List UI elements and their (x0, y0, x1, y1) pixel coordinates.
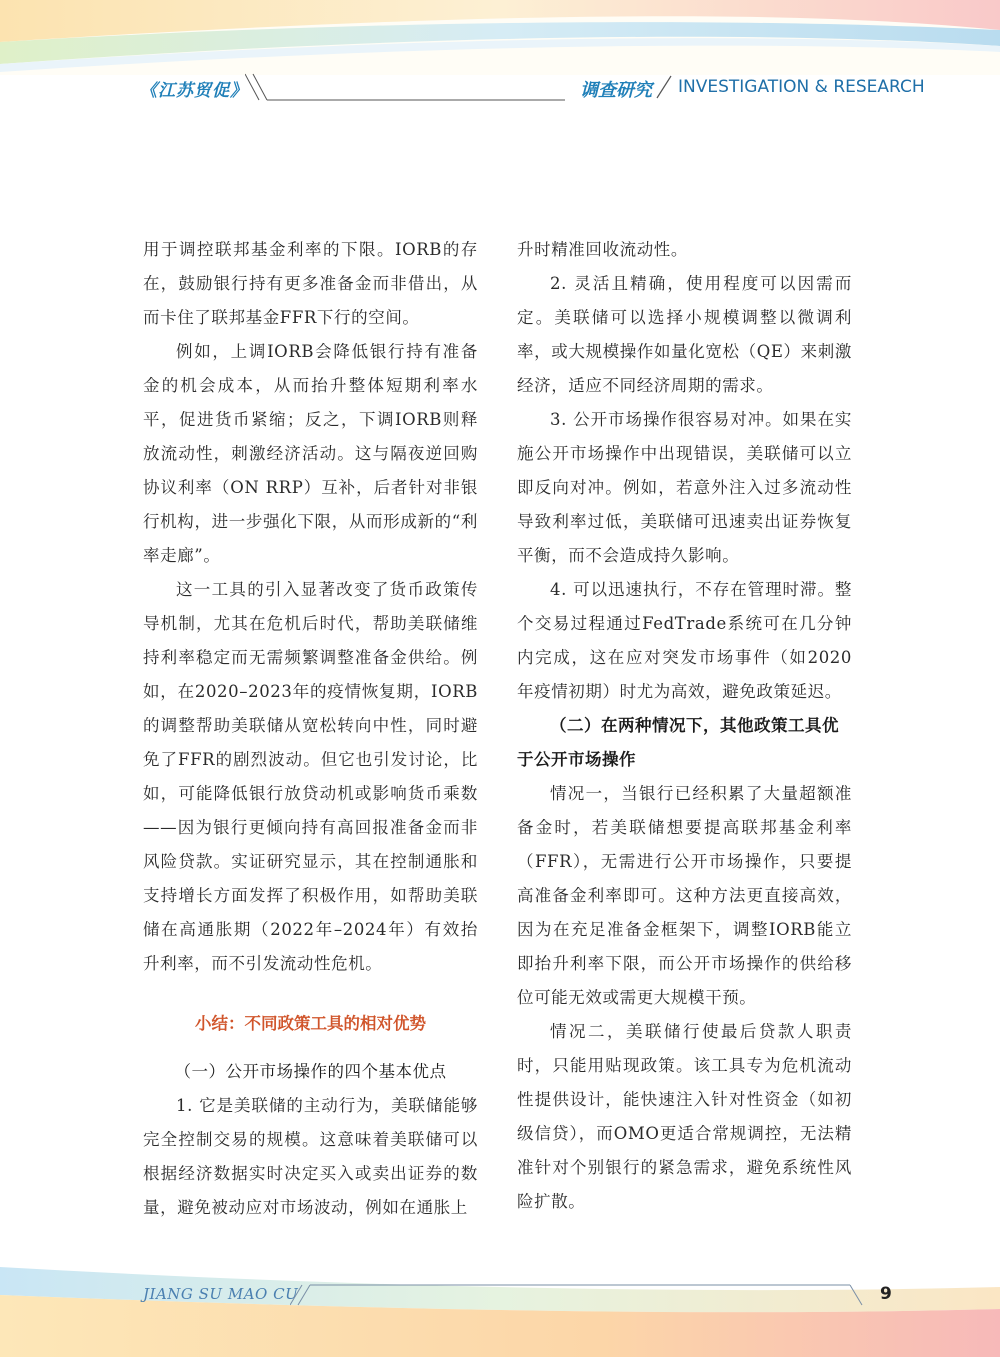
right-paragraph-2: 2. 灵活且精确，使用程度可以因需而定。美联储可以选择小规模调整以微调利率，或大规模操作如量化宽松（QE）来刺激经济，适应不同经济周期的需求。 (517, 274, 852, 395)
section-title-cn: 调查研究 (580, 80, 652, 101)
left-paragraph-4: 1. 它是美联储的主动行为，美联储能够完全控制交易的规模。这意味着美联储可以根据经济数据实时决定买入或卖出证券的数量，避免被动应对市场波动，例如在通胀上 (143, 1096, 478, 1217)
left-paragraph-2: 例如，上调IORB会降低银行持有准备金的机会成本，从而抬升整体短期利率水平，促进货币紧缩；反之，下调IORB则释放流动性，刺激经济活动。这与隔夜逆回购协议利率（ON RRP）互补，后者针对非银行机构，进一步强化下限，从而形成新的“利率走廊”。 (143, 342, 478, 565)
journal-name-en: JIANG SU MAO CU (143, 1285, 299, 1303)
left-paragraph-3: 这一工具的引入显著改变了货币政策传导机制，尤其在危机后时代，帮助美联储维持利率稳定而无需频繁调整准备金供给。例如，在2020–2023年的疫情恢复期，IORB的调整帮助美联储从宽松转向中性，同时避免了FFR的剧烈波动。但它也引发讨论，比如，可能降低银行放贷动机或影响货币乘数——因为银行更倾向持有高回报准备金而非风险贷款。实证研究显示，其在控制通胀和支持增长方面发挥了积极作用，如帮助美联储在高通胀期（2022年–2024年）有效抬升利率，而不引发流动性危机。 (143, 580, 478, 973)
summary-heading: 小结：不同政策工具的相对优势 (195, 1014, 426, 1033)
page-number: 9 (880, 1284, 892, 1304)
right-column (517, 233, 852, 1219)
left-column (143, 233, 478, 1225)
right-paragraph-4: 4. 可以迅速执行，不存在管理时滞。整个交易过程通过FedTrade系统可在几分钟内完成，这在应对突发市场事件（如2020年疫情初期）时尤为高效，避免政策延迟。 (517, 580, 852, 701)
top-decorative-swoosh (0, 0, 1000, 75)
section-title-en: INVESTIGATION & RESEARCH (678, 77, 925, 97)
header-separator (655, 75, 673, 99)
right-paragraph-3: 3. 公开市场操作很容易对冲。如果在实施公开市场操作中出现错误，美联储可以立即反向对冲。例如，若意外注入过多流动性导致利率过低，美联储可迅速卖出证券恢复平衡，而不会造成持久影响。 (517, 410, 852, 565)
sub-heading-1: （一）公开市场操作的四个基本优点 (174, 1062, 447, 1081)
right-paragraph-5: 情况一，当银行已经积累了大量超额准备金时，若美联储想要提高联邦基金利率（FFR），无需进行公开市场操作，只要提高准备金利率即可。这种方法更直接高效，因为在充足准备金框架下，调整IORB能立即抬升利率下限，而公开市场操作的供给移位可能无效或需更大规模干预。 (517, 784, 852, 1007)
right-paragraph-1: 升时精准回收流动性。 (517, 240, 688, 259)
sub-heading-2: （二）在两种情况下，其他政策工具优于公开市场操作 (517, 716, 839, 769)
right-paragraph-6: 情况二，美联储行使最后贷款人职责时，只能用贴现政策。该工具专为危机流动性提供设计，能快速注入针对性资金（如初级信贷），而OMO更适合常规调控，无法精准针对个别银行的紧急需求，避免系统性风险扩散。 (517, 1022, 852, 1211)
left-paragraph-1: 用于调控联邦基金利率的下限。IORB的存在，鼓励银行持有更多准备金而非借出，从而卡住了联邦基金FFR下行的空间。 (143, 240, 478, 327)
journal-name: 《江苏贸促》 (140, 81, 248, 101)
footer-decorative-lines (290, 1283, 870, 1307)
